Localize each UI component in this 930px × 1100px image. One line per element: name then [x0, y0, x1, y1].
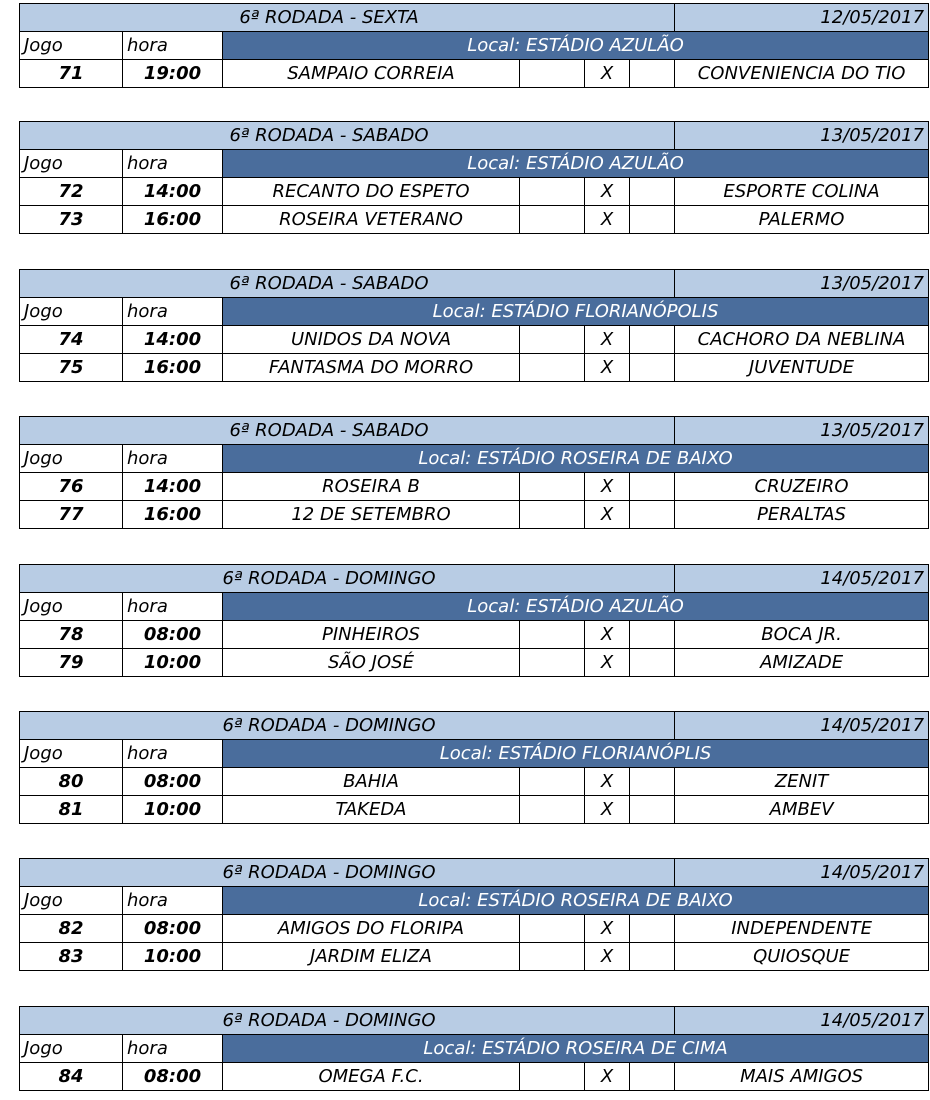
schedule-table: [19, 416, 929, 529]
schedule-block: [19, 711, 929, 824]
home-score-cell: [520, 501, 585, 529]
home-team: JARDIM ELIZA: [223, 943, 520, 971]
round-date: 14/05/2017: [675, 1007, 929, 1035]
block-subheader-row: [20, 887, 929, 915]
game-row: [20, 206, 929, 234]
home-score-cell: [520, 915, 585, 943]
game-number: 83: [20, 943, 123, 971]
away-score-cell: [630, 354, 675, 382]
block-header-row: [20, 4, 929, 32]
game-row: [20, 326, 929, 354]
block-subheader-row: [20, 445, 929, 473]
home-team: PINHEIROS: [223, 621, 520, 649]
column-jogo: Jogo: [20, 150, 123, 178]
game-time: 14:00: [123, 473, 223, 501]
venue-label: Local: ESTÁDIO FLORIANÓPOLIS: [223, 298, 929, 326]
round-date: 14/05/2017: [675, 565, 929, 593]
venue-label: Local: ESTÁDIO ROSEIRA DE BAIXO: [223, 445, 929, 473]
schedule-block: [19, 1006, 929, 1091]
home-team: SÃO JOSÉ: [223, 649, 520, 677]
venue-label: Local: ESTÁDIO AZULÃO: [223, 593, 929, 621]
away-score-cell: [630, 178, 675, 206]
home-team: UNIDOS DA NOVA: [223, 326, 520, 354]
away-score-cell: [630, 60, 675, 88]
game-time: 08:00: [123, 915, 223, 943]
home-score-cell: [520, 768, 585, 796]
schedule-block: [19, 3, 929, 88]
away-team: CONVENIENCIA DO TIO: [675, 60, 929, 88]
round-title: 6ª RODADA - SABADO: [20, 417, 675, 445]
home-score-cell: [520, 178, 585, 206]
round-date: 12/05/2017: [675, 4, 929, 32]
column-hora: hora: [123, 593, 223, 621]
game-number: 78: [20, 621, 123, 649]
versus-mark: X: [585, 206, 630, 234]
away-team: PALERMO: [675, 206, 929, 234]
away-score-cell: [630, 768, 675, 796]
away-score-cell: [630, 326, 675, 354]
home-team: RECANTO DO ESPETO: [223, 178, 520, 206]
home-score-cell: [520, 943, 585, 971]
home-score-cell: [520, 206, 585, 234]
block-header-row: [20, 1007, 929, 1035]
versus-mark: X: [585, 326, 630, 354]
round-date: 13/05/2017: [675, 417, 929, 445]
home-score-cell: [520, 621, 585, 649]
schedule-table: [19, 858, 929, 971]
home-score-cell: [520, 473, 585, 501]
game-row: [20, 501, 929, 529]
home-team: TAKEDA: [223, 796, 520, 824]
block-header-row: [20, 417, 929, 445]
block-subheader-row: [20, 1035, 929, 1063]
round-title: 6ª RODADA - SABADO: [20, 122, 675, 150]
game-time: 16:00: [123, 354, 223, 382]
schedule-table: [19, 269, 929, 382]
game-number: 75: [20, 354, 123, 382]
venue-label: Local: ESTÁDIO ROSEIRA DE CIMA: [223, 1035, 929, 1063]
home-team: ROSEIRA VETERANO: [223, 206, 520, 234]
home-team: SAMPAIO CORREIA: [223, 60, 520, 88]
away-team: AMBEV: [675, 796, 929, 824]
round-title: 6ª RODADA - SEXTA: [20, 4, 675, 32]
game-time: 14:00: [123, 178, 223, 206]
game-time: 08:00: [123, 768, 223, 796]
game-row: [20, 354, 929, 382]
game-time: 19:00: [123, 60, 223, 88]
game-number: 73: [20, 206, 123, 234]
venue-label: Local: ESTÁDIO AZULÃO: [223, 32, 929, 60]
versus-mark: X: [585, 473, 630, 501]
home-score-cell: [520, 60, 585, 88]
game-row: [20, 943, 929, 971]
venue-label: Local: ESTÁDIO ROSEIRA DE BAIXO: [223, 887, 929, 915]
game-row: [20, 796, 929, 824]
home-team: BAHIA: [223, 768, 520, 796]
block-header-row: [20, 712, 929, 740]
away-team: QUIOSQUE: [675, 943, 929, 971]
column-jogo: Jogo: [20, 887, 123, 915]
game-row: [20, 621, 929, 649]
home-score-cell: [520, 796, 585, 824]
block-subheader-row: [20, 593, 929, 621]
round-title: 6ª RODADA - DOMINGO: [20, 565, 675, 593]
game-number: 79: [20, 649, 123, 677]
home-team: OMEGA F.C.: [223, 1063, 520, 1091]
column-hora: hora: [123, 887, 223, 915]
game-row: [20, 60, 929, 88]
schedule-table: [19, 1006, 929, 1091]
game-number: 76: [20, 473, 123, 501]
game-time: 08:00: [123, 1063, 223, 1091]
game-number: 71: [20, 60, 123, 88]
versus-mark: X: [585, 915, 630, 943]
versus-mark: X: [585, 1063, 630, 1091]
versus-mark: X: [585, 501, 630, 529]
game-number: 82: [20, 915, 123, 943]
column-jogo: Jogo: [20, 32, 123, 60]
home-score-cell: [520, 649, 585, 677]
away-team: JUVENTUDE: [675, 354, 929, 382]
away-score-cell: [630, 206, 675, 234]
away-score-cell: [630, 943, 675, 971]
game-number: 74: [20, 326, 123, 354]
game-row: [20, 473, 929, 501]
round-title: 6ª RODADA - DOMINGO: [20, 859, 675, 887]
game-time: 10:00: [123, 796, 223, 824]
away-score-cell: [630, 915, 675, 943]
schedule-block: [19, 121, 929, 234]
away-score-cell: [630, 1063, 675, 1091]
home-team: 12 DE SETEMBRO: [223, 501, 520, 529]
schedule-table: [19, 564, 929, 677]
round-title: 6ª RODADA - DOMINGO: [20, 1007, 675, 1035]
versus-mark: X: [585, 649, 630, 677]
game-row: [20, 915, 929, 943]
away-team: AMIZADE: [675, 649, 929, 677]
schedule-table: [19, 3, 929, 88]
away-score-cell: [630, 796, 675, 824]
away-team: MAIS AMIGOS: [675, 1063, 929, 1091]
venue-label: Local: ESTÁDIO FLORIANÓPLIS: [223, 740, 929, 768]
block-subheader-row: [20, 32, 929, 60]
game-time: 10:00: [123, 943, 223, 971]
away-team: CACHORO DA NEBLINA: [675, 326, 929, 354]
schedule-table: [19, 121, 929, 234]
game-time: 10:00: [123, 649, 223, 677]
schedule-block: [19, 269, 929, 382]
round-title: 6ª RODADA - DOMINGO: [20, 712, 675, 740]
home-score-cell: [520, 354, 585, 382]
column-hora: hora: [123, 298, 223, 326]
away-team: PERALTAS: [675, 501, 929, 529]
home-team: AMIGOS DO FLORIPA: [223, 915, 520, 943]
home-score-cell: [520, 326, 585, 354]
column-hora: hora: [123, 445, 223, 473]
home-team: FANTASMA DO MORRO: [223, 354, 520, 382]
home-score-cell: [520, 1063, 585, 1091]
away-score-cell: [630, 473, 675, 501]
schedule-block: [19, 416, 929, 529]
game-row: [20, 768, 929, 796]
game-row: [20, 1063, 929, 1091]
column-hora: hora: [123, 1035, 223, 1063]
block-subheader-row: [20, 298, 929, 326]
column-jogo: Jogo: [20, 593, 123, 621]
versus-mark: X: [585, 354, 630, 382]
round-date: 13/05/2017: [675, 122, 929, 150]
round-date: 13/05/2017: [675, 270, 929, 298]
versus-mark: X: [585, 943, 630, 971]
round-date: 14/05/2017: [675, 859, 929, 887]
round-title: 6ª RODADA - SABADO: [20, 270, 675, 298]
versus-mark: X: [585, 796, 630, 824]
venue-label: Local: ESTÁDIO AZULÃO: [223, 150, 929, 178]
column-jogo: Jogo: [20, 740, 123, 768]
column-jogo: Jogo: [20, 298, 123, 326]
game-row: [20, 649, 929, 677]
game-number: 80: [20, 768, 123, 796]
column-jogo: Jogo: [20, 445, 123, 473]
away-score-cell: [630, 501, 675, 529]
game-number: 72: [20, 178, 123, 206]
versus-mark: X: [585, 178, 630, 206]
block-header-row: [20, 565, 929, 593]
schedule-block: [19, 858, 929, 971]
game-number: 84: [20, 1063, 123, 1091]
column-hora: hora: [123, 740, 223, 768]
round-date: 14/05/2017: [675, 712, 929, 740]
away-team: CRUZEIRO: [675, 473, 929, 501]
away-team: BOCA JR.: [675, 621, 929, 649]
away-team: INDEPENDENTE: [675, 915, 929, 943]
game-time: 16:00: [123, 501, 223, 529]
away-score-cell: [630, 649, 675, 677]
block-subheader-row: [20, 150, 929, 178]
game-number: 81: [20, 796, 123, 824]
game-row: [20, 178, 929, 206]
schedule-block: [19, 564, 929, 677]
game-time: 16:00: [123, 206, 223, 234]
game-time: 14:00: [123, 326, 223, 354]
away-team: ZENIT: [675, 768, 929, 796]
home-team: ROSEIRA B: [223, 473, 520, 501]
column-jogo: Jogo: [20, 1035, 123, 1063]
game-number: 77: [20, 501, 123, 529]
block-header-row: [20, 859, 929, 887]
versus-mark: X: [585, 60, 630, 88]
game-time: 08:00: [123, 621, 223, 649]
versus-mark: X: [585, 768, 630, 796]
block-subheader-row: [20, 740, 929, 768]
away-team: ESPORTE COLINA: [675, 178, 929, 206]
block-header-row: [20, 122, 929, 150]
away-score-cell: [630, 621, 675, 649]
column-hora: hora: [123, 32, 223, 60]
block-header-row: [20, 270, 929, 298]
schedule-table: [19, 711, 929, 824]
versus-mark: X: [585, 621, 630, 649]
column-hora: hora: [123, 150, 223, 178]
